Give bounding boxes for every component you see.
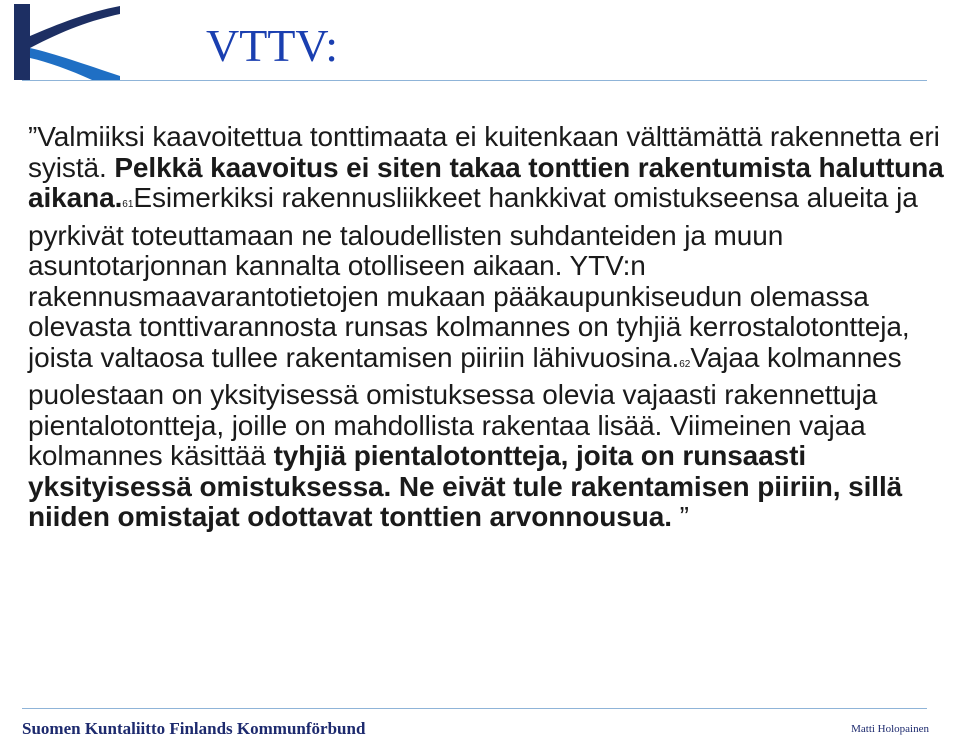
footnote-marker-62: 62 <box>679 358 691 370</box>
kuntaliitto-logo <box>8 4 120 80</box>
quote-paragraph <box>28 122 959 533</box>
quote-text-2: Esimerkiksi rakennusliikkeet hankkivat omistukseensa alueita ja pyrkivät toteuttamaan ne taloudellisten suhdanteiden ja muun asuntotarjonnan kannalta otolliseen aikaan. YTV:n rakennusmaavarantotietojen mukaan pääkaupunkiseudun olemassa olevasta tonttivarannosta runsas kolmannes on tyhjiä kerrostalotontteja, joista valtaosa tullee rakentamisen piiriin lähivuosina. <box>28 182 918 373</box>
footnote-marker-61: 61 <box>122 199 134 210</box>
logo-upper-swoosh <box>30 6 120 48</box>
quote-text-3: Vajaa kolmannes puolestaan on yksityisessä omistuksessa olevia vajaasti rakennettuja pientalotontteja, joille on mahdollista rakentaa lisää. Viimeinen vajaa kolmannes käsittää <box>28 341 902 471</box>
footer-organization: Suomen Kuntaliitto Finlands Kommunförbund <box>22 719 366 738</box>
quote-text-1: ”Valmiiksi kaavoitettua tonttimaata ei kuitenkaan välttämättä rakennetta eri syistä. <box>28 121 940 183</box>
quote-bold-1: Pelkkä kaavoitus ei siten takaa tonttien rakentumista haluttuna aikana. <box>28 151 944 213</box>
logo-lower-swoosh <box>30 48 120 80</box>
quote-text-4: ” <box>671 501 689 532</box>
footer-author: Matti Holopainen <box>851 723 929 735</box>
quote-bold-2: tyhjiä pientalotontteja, joita on runsaasti yksityisessä omistuksessa. Ne eivät tule rakentamisen piiriin, sillä niiden omistajat odottavat tonttien arvonnousua. <box>28 440 903 532</box>
slide-title: VTTV: <box>206 20 339 71</box>
title-divider <box>22 80 927 81</box>
footer-divider <box>22 708 927 709</box>
logo-bar <box>14 4 30 80</box>
